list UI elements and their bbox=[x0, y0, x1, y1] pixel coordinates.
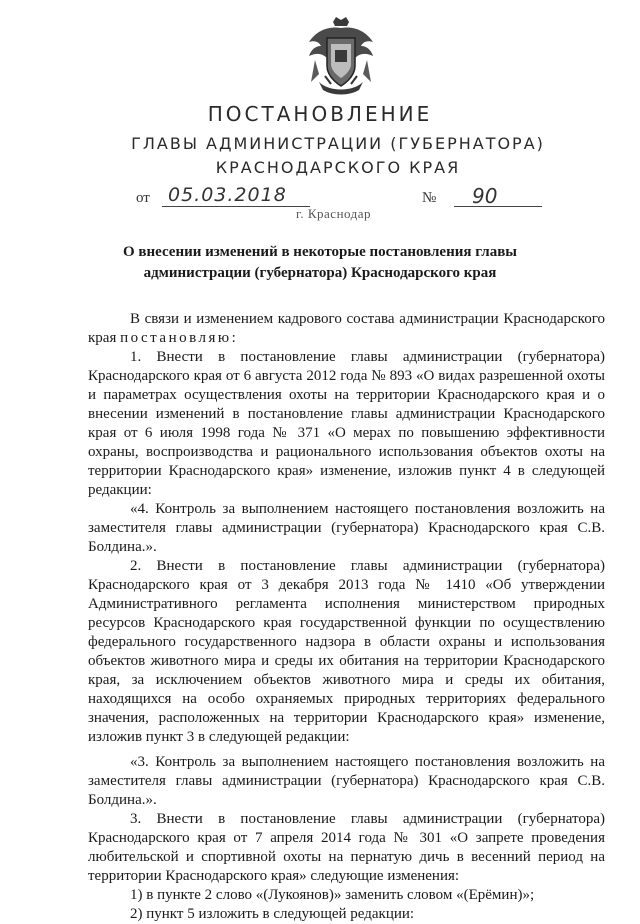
date-underline bbox=[162, 206, 310, 207]
document-title: О внесении изменений в некоторые постановления главы администрации (губернатора) Краснодарского края bbox=[122, 244, 518, 281]
document-body bbox=[88, 310, 605, 924]
issuer-line-2: КРАСНОДАРСКОГО КРАЯ bbox=[215, 158, 461, 177]
intro-paragraph bbox=[88, 310, 605, 348]
number-underline bbox=[454, 206, 542, 207]
document-type-title: ПОСТАНОВЛЕНИЕ bbox=[207, 102, 433, 126]
date-prefix: от bbox=[136, 190, 150, 206]
decree-word: постановляю: bbox=[120, 330, 239, 346]
paragraph-2-quote: «3. Контроль за выполнением настоящего постановления возложить на заместителя главы администрации (губернатора) Краснодарского края С.В. Болдина.». bbox=[88, 754, 605, 808]
intro-text: В связи и изменением кадрового состава администрации Краснодарского края bbox=[88, 311, 605, 346]
paragraph-3: 3. Внести в постановление главы администрации (губернатора) Краснодарского края от 7 апреля 2014 года № 301 «О запрете проведения любительской и спортивной охоты на пернатую дичь в весенний период на территории Краснодарского края» следующие изменения: bbox=[88, 811, 605, 884]
city: г. Краснодар bbox=[296, 206, 372, 221]
paragraph-2: 2. Внести в постановление главы администрации (губернатора) Краснодарского края от 3 декабря 2013 года № 1410 «Об утверждении Административного регламента исполнения министерством природных ресурсов Краснодарского края государственной функции по осуществлению федерального государственного надзора в области охраны и использования объектов животного мира и среды их обитания на территории Краснодарского края, за исключением объектов животного мира и среды их обитания, находящихся на особо охраняемых природных территориях федерального значения, расположенных на территории Краснодарского края» изменение, изложив пункт 3 в следующей редакции: bbox=[88, 558, 605, 745]
coat-of-arms-icon bbox=[305, 16, 377, 98]
date-handwritten: 05.03.2018 bbox=[168, 184, 287, 206]
issuer-line-1: ГЛАВЫ АДМИНИСТРАЦИИ (ГУБЕРНАТОРА) bbox=[131, 134, 545, 153]
number-handwritten: 90 bbox=[472, 184, 498, 208]
number-prefix: № bbox=[422, 190, 437, 206]
paragraph-1: 1. Внести в постановление главы администрации (губернатора) Краснодарского края от 6 августа 2012 года № 893 «О видах разрешенной охоты и параметрах осуществления охоты на территории Краснодарского края и о внесении изменений в постановление главы администрации Краснодарского края от 6 июля 1998 года № 371 «О мерах по повышению эффективности охраны, воспроизводства и рационального использования объектов охоты на территории Краснодарского края» изменение, изложив пункт 4 в следующей редакции: bbox=[88, 349, 605, 498]
paragraph-1-quote: «4. Контроль за выполнением настоящего постановления возложить на заместителя главы администрации (губернатора) Краснодарского края С.В. Болдина.». bbox=[88, 501, 605, 555]
paragraph-3-item-1: 1) в пункте 2 слово «(Лукоянов)» заменить словом «(Ерёмин)»; bbox=[130, 887, 535, 903]
paragraph-3-item-2: 2) пункт 5 изложить в следующей редакции: bbox=[130, 906, 415, 922]
